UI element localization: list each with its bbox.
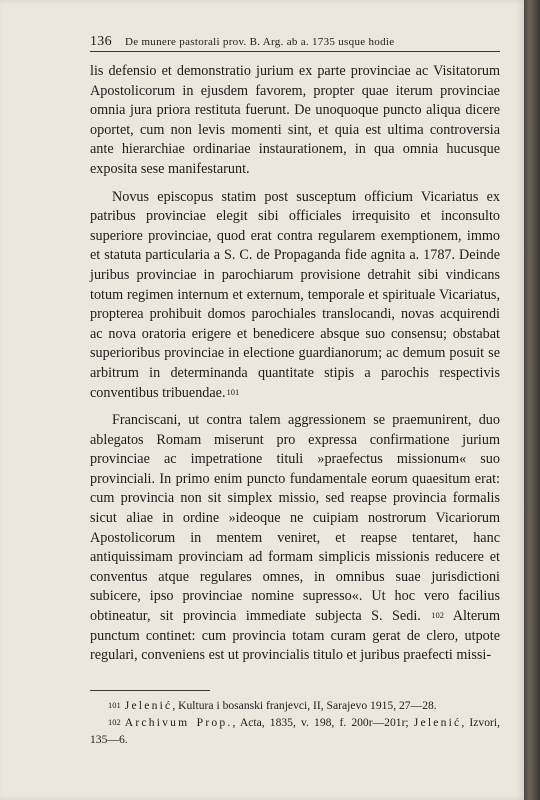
- running-header: [90, 34, 500, 50]
- paragraph: Franciscani, ut contra talem aggressionem se praemunirent, duo ablegatos Romam miserunt pro expressa confirmatione jurium provinciae ac impetratione tituli »praefectus missionum« suo provinciali. In primo enim puncto fundamentale eorum quaesitum erat: cum provincia non sit simplex missio, sed reapse provincia formalis sicut aliae in ordine »ideoque ne cuipiam nostrorum Vicariorum Apostolicorum in mentem veniret, et reapse tentaret, hanc antiquissimam provinciam ad formam simplicis missionis reducere et conventus atque regulares omnes, in omnibus suae jurisdictioni subicere, ipso provinciae nomine supresso«. Ut hoc vero facilius obtineatur, sit provincia immediate subjecta S. Sedi. $^{102}$ Alterum punctum continet: cum provincia totam curam gerat de clero, utpote regulari, conveniens est ut provincialis titulo et juribus praefecti missi-: [90, 412, 501, 664]
- page-edge: [524, 0, 540, 800]
- header-rule: [90, 51, 500, 52]
- running-title: De munere pastorali prov. B. Arg. ab a. 1735 usque hodie: [124, 36, 395, 48]
- footnote-ref: 102: [431, 610, 445, 621]
- footnote-ref: 101: [226, 386, 240, 397]
- main-text: [90, 62, 500, 666]
- paragraph-continued: lis defensio et demonstratio jurium ex parte provinciae ac Visitatorum Apostolicorum in ejusdem favorem, propter quae iterum provinciae omnia jura priora restituta fuerunt. De unoquoque puncto aliqua dicere oportet, cum non levis momenti sint, et quia est ultima controversia ante hierarchiae ordinariae instaurationem, in qua omnia hucusque exposita sese manifestarunt.: [90, 63, 500, 177]
- page-number: 136: [90, 34, 112, 49]
- footnotes: [90, 697, 500, 748]
- footnote: $^{102}$ Archivum Prop., Acta, 1835, v. 198, f. 200r—201r; Jelenić, Izvori, 135—6.: [90, 716, 500, 746]
- footnote-rule: [90, 690, 210, 691]
- footnote: $^{101}$ Jelenić, Kultura i bosanski franjevci, II, Sarajevo 1915, 27—28.: [108, 699, 437, 712]
- paragraph: Novus episcopus statim post susceptum officium Vicariatus ex patribus provinciae elegit sibi officiales irrequisito et inconsulto superiore provinciae, quod erat contra regularem exemptionem, immo et statuta particularia a S. C. de Propaganda fide agnita a. 1787. Deinde juribus provinciae in parochiarum provisione detrahit sibi vindicans totum regimen internum et externum, temporale et spirituale Vicariatus, propterea prohibuit domos parochiales translocandi, novas acquirendi ac nova oratoria erigere et benedicere absque suo consensu; obstabat superioribus provinciae in electione guardianorum; ac demum posuit se arbitrum in determinanda quantitate stipis a parochis respectivis conventibus tribuendae.$^{101}$: [90, 188, 500, 401]
